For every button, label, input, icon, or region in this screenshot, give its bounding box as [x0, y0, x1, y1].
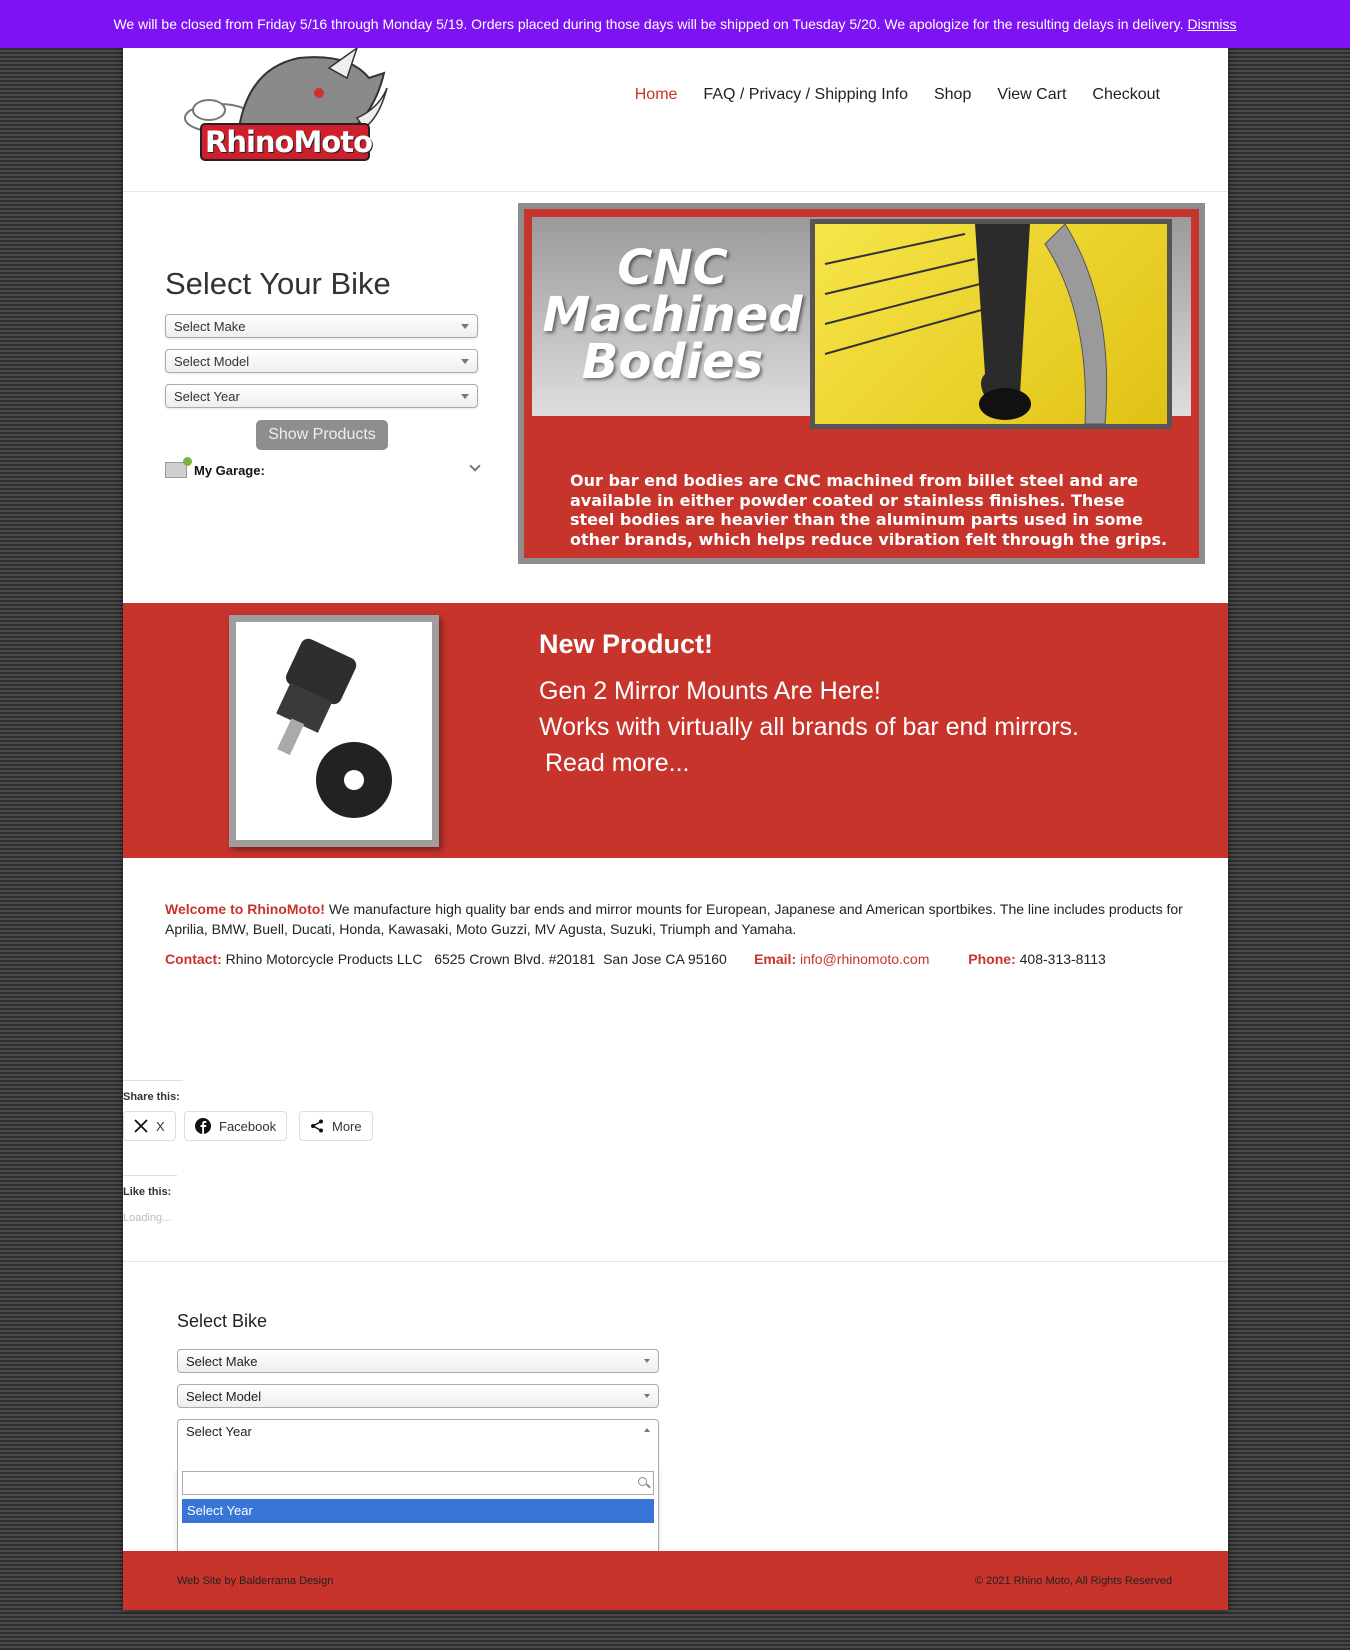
phone-label: Phone: — [968, 951, 1016, 967]
share-x-button[interactable] — [123, 1111, 176, 1141]
select-model-dropdown-bottom[interactable] — [177, 1384, 659, 1408]
select-make-value: Select Make — [174, 319, 246, 334]
chevron-down-icon — [644, 1359, 650, 1363]
footer-copyright: © 2021 Rhino Moto, All Rights Reserved — [974, 1575, 1172, 1587]
dismiss-link[interactable]: Dismiss — [1187, 16, 1237, 32]
banner-title — [540, 240, 805, 390]
x-icon — [134, 1119, 148, 1133]
email-link[interactable]: info@rhinomoto.com — [800, 951, 930, 967]
chevron-down-icon — [461, 394, 469, 399]
notice-bar — [0, 0, 1350, 48]
contact-line — [165, 951, 1106, 967]
share-icon — [310, 1119, 324, 1133]
select-year-dropdown[interactable] — [165, 384, 478, 408]
select-make-dropdown-bottom[interactable] — [177, 1349, 659, 1373]
facebook-icon — [195, 1118, 211, 1134]
select-year-value: Select Year — [174, 389, 240, 404]
nav-home[interactable]: Home — [634, 86, 678, 103]
promo-line1: Gen 2 Mirror Mounts Are Here! — [539, 677, 881, 705]
select-bike-title: Select Your Bike — [165, 266, 391, 301]
share-this-label: Share this: — [123, 1080, 183, 1103]
share-facebook-button[interactable] — [184, 1111, 287, 1141]
nav-checkout[interactable]: Checkout — [1092, 86, 1160, 103]
section-divider — [123, 1261, 1228, 1262]
main-nav — [635, 86, 1160, 104]
banner-title-line2: Machined — [542, 287, 803, 343]
share-x-label: X — [156, 1118, 165, 1134]
cnc-banner[interactable] — [518, 203, 1205, 564]
year-dropdown-panel — [177, 1467, 659, 1553]
select-year-value-bottom: Select Year — [186, 1424, 252, 1439]
page-container — [123, 48, 1228, 1610]
new-product-heading: New Product! — [539, 629, 714, 659]
footer-credit[interactable]: Web Site by Balderrama Design — [177, 1575, 334, 1587]
phone-number: 408-313-8113 — [1019, 951, 1106, 967]
select-bike-title-bottom: Select Bike — [177, 1311, 268, 1331]
welcome-lead: Welcome to RhinoMoto! — [165, 901, 325, 917]
logo-text: RhinoMoto — [205, 125, 373, 159]
banner-title-line1: CNC — [617, 240, 728, 296]
bar-end-photo — [810, 219, 1172, 429]
new-product-section — [123, 603, 1228, 858]
nav-view-cart[interactable]: View Cart — [997, 86, 1067, 103]
select-model-value: Select Model — [174, 354, 250, 369]
email-label: Email: — [754, 951, 797, 967]
contact-address: Rhino Motorcycle Products LLC 6525 Crown Blvd. #20181 San Jose CA 95160 — [221, 951, 727, 967]
chevron-down-icon — [461, 359, 469, 364]
my-garage[interactable] — [165, 458, 481, 482]
likes-loading: Loading... — [123, 1212, 172, 1224]
share-facebook-label: Facebook — [219, 1118, 277, 1134]
select-make-value-bottom: Select Make — [186, 1354, 258, 1369]
select-model-value-bottom: Select Model — [186, 1389, 262, 1404]
year-search-input[interactable] — [182, 1471, 654, 1495]
welcome-body: We manufacture high quality bar ends and mirror mounts for European, Japanese and American sportbikes. The line includes products for Aprilia, BMW, Buell, Ducati, Honda, Kawasaki, Moto Guzzi, MV Agusta, Suzuki, Triumph and Yamaha. — [165, 901, 1183, 937]
garage-icon — [165, 462, 187, 478]
share-more-label: More — [332, 1118, 362, 1134]
welcome-text — [165, 899, 1195, 939]
chevron-down-icon — [461, 324, 469, 329]
site-footer — [123, 1551, 1228, 1610]
select-make-dropdown[interactable] — [165, 314, 478, 338]
show-products-button[interactable]: Show Products — [256, 420, 388, 450]
year-option-selected[interactable]: Select Year — [182, 1499, 654, 1523]
contact-label: Contact: — [165, 951, 222, 967]
like-this-label: Like this: — [123, 1175, 177, 1198]
select-model-dropdown[interactable] — [165, 349, 478, 373]
nav-faq[interactable]: FAQ / Privacy / Shipping Info — [703, 86, 908, 103]
notice-text: We will be closed from Friday 5/16 through Monday 5/19. Orders placed during those days will be shipped on Tuesday 5/20. We apologize for the resulting delays in delivery. — [113, 16, 1184, 32]
search-icon — [638, 1477, 647, 1486]
banner-description: Our bar end bodies are CNC machined from billet steel and are available in either powder coated or stainless finishes. These steel bodies are heavier than the aluminum parts used in some other brands, which helps reduce vibration felt through the grips. — [570, 471, 1168, 549]
chevron-up-icon — [644, 1428, 650, 1432]
read-more-link[interactable]: Read more... — [545, 749, 690, 777]
mirror-mount-image[interactable] — [229, 615, 439, 847]
my-garage-label: My Garage: — [194, 463, 265, 478]
rhinomoto-logo[interactable] — [179, 48, 389, 168]
chevron-down-icon[interactable] — [469, 460, 480, 471]
nav-shop[interactable]: Shop — [933, 86, 972, 103]
promo-line2: Works with virtually all brands of bar end mirrors. — [539, 713, 1079, 741]
select-year-dropdown-bottom[interactable] — [177, 1419, 659, 1468]
share-more-button[interactable] — [299, 1111, 373, 1141]
banner-title-line3: Bodies — [581, 334, 764, 390]
chevron-down-icon — [644, 1394, 650, 1398]
site-header — [123, 48, 1228, 192]
